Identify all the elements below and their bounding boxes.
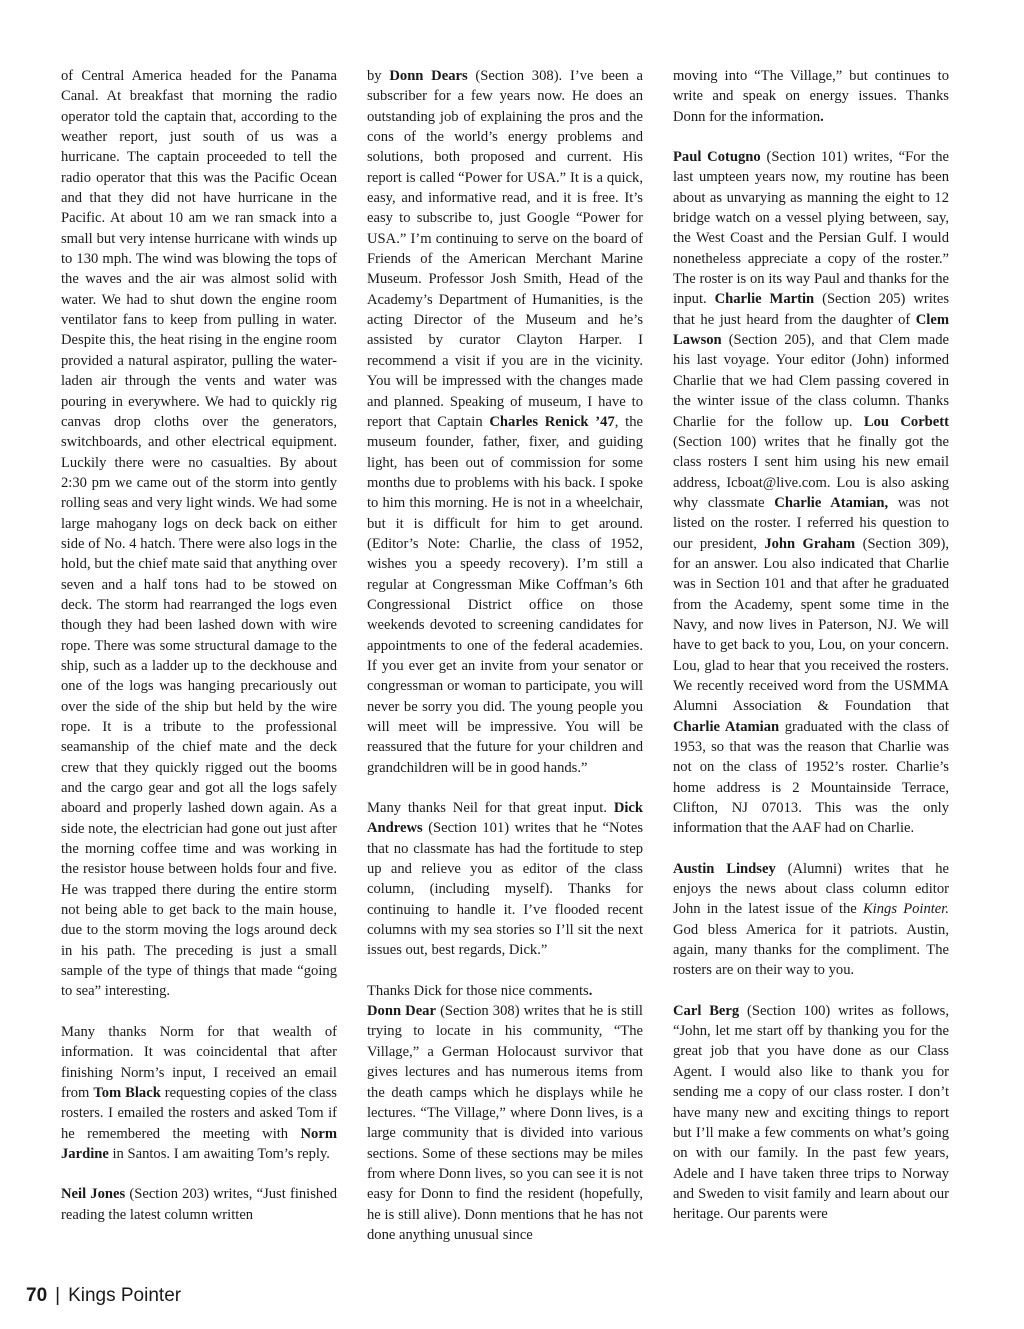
name-austin-lindsey: Austin Lindsey (673, 860, 776, 877)
paragraph-donn-dear-village: Thanks Dick for those nice comments. Donn Dear (Section 308) writes that he is still trying to locate in his community, “The Village,” a German Holocaust survivor that gives lectures and has numerous items from the death camps which he displays while he lectures. “The Village,” where Donn lives, is a large community that is divided into various sections. Some of these sections may be miles from where Donn lives, so you can see it is not easy for Donn to find the resident (hopefully, he is still alive). Donn mentions that he has not done anything unusual since (367, 982, 643, 1243)
column-1 (61, 66, 337, 1225)
paragraph-donn-continues: moving into “The Village,” but continues to write and speak on energy issues. Thanks Donn for the information. (673, 68, 949, 125)
magazine-name: Kings Pointer (68, 1285, 182, 1306)
name-lou-corbett: Lou Corbett (863, 413, 949, 430)
paragraph-carl-berg: Carl Berg (Section 100) writes as follows, “John, let me start off by thanking you for the great job that you have done as our Class Agent. I would also like to thank you for sending me a copy of our class roster. I don’t have many new and exciting things to report but I’ll make a few comments on what’s going on with our family. In the past few years, Adele and I have taken three trips to Norway and Sweden to visit family and learn about our heritage. Our parents were (673, 1002, 949, 1223)
paragraph-austin-lindsey: Austin Lindsey (Alumni) writes that he enjoys the news about class column editor John in the latest issue of the Kings Pointer. God bless America for it patriots. Austin, again, many thanks for the compliment. The rosters are on their way to you. (673, 860, 949, 979)
paragraph-tom-black: Many thanks Norm for that wealth of information. It was coincidental that after finishing Norm’s input, I received an email from Tom Black requesting copies of the class rosters. I emailed the rosters and asked Tom if he remembered the meeting with Norm Jardine in Santos. I am awaiting Tom’s reply. (61, 1023, 337, 1162)
paragraph-neil-jones: Neil Jones (Section 203) writes, “Just finished reading the latest column written (61, 1186, 337, 1223)
name-charlie-martin: Charlie Martin (714, 291, 815, 308)
name-tom-black: Tom Black (93, 1084, 161, 1101)
name-dick-andrews: Dick Andrews (367, 800, 643, 837)
page-footer (26, 1285, 181, 1307)
column-3 (673, 66, 949, 1225)
paragraph-hurricane-story: of Central America headed for the Panama Canal. At breakfast that morning the radio operator told the captain that, according to the weather report, just south of us was a hurricane. The captain proceeded to tell the radio operator that this was the Pacific Ocean and that they did not have hurricane in the Pacific. At about 10 am we ran smack into a small but very intense hurricane with winds up to 130 mph. The wind was blowing the tops of the waves and the air was almost solid with water. We had to shut down the engine room ventilator fans to keep from pulling in water. Despite this, the heat rising in the engine room provided a natural aspirator, pulling the water-laden air through the vents and water was pouring in everywhere. We had to quickly rig canvas drop cloths over the generators, switchboards, and other electrical equipment. Luckily there were no casualties. By about 2:30 pm we came out of the storm into gently rolling seas and very light winds. We had some large mahogany logs on deck back on either side of No. 4 hatch. There were also logs in the hold, but the chief mate said that anything over seven and a half tons had to be stowed on deck. The storm had rearranged the logs even though they had been lashed down with wire rope. There was some structural damage to the ship, such as a ladder up to the deckhouse and one of the logs was hanging precariously out over the side of the ship but held by the wire rope. It is a tribute to the professional seamanship of the chief mate and the deck crew that they quickly rigged out the booms and the cargo gear and got all the logs safely aboard and properly lashed down again. As a side note, the electrician had gone out just after the morning coffee time and was working in the resistor house between holds four and five. He was trapped there during the entire storm not being able to get back to the main house, due to the storm moving the logs around deck in his path. The preceding is just a small sample of the type of things that made “going to sea” interesting. (61, 68, 337, 1000)
name-charlie-atamian-2: Charlie Atamian (673, 718, 780, 735)
name-clem-lawson: Clem Lawson (673, 311, 949, 349)
name-neil-jones: Neil Jones (61, 1186, 126, 1203)
name-donn-dear: Donn Dear (367, 1003, 436, 1020)
name-john-graham: John Graham (764, 535, 856, 552)
name-norm-jardine: Norm Jardine (61, 1125, 337, 1162)
name-charles-renick: Charles Renick ’47 (489, 413, 615, 430)
magazine-title-italic: Kings Pointer. (862, 901, 949, 918)
paragraph-paul-cotugno: Paul Cotugno (Section 101) writes, “For the last umpteen years now, my routine has been about as unvarying as manning the eight to 12 bridge watch on a vessel plying between, say, the West Coast and the Persian Gulf. I would nonetheless appreciate a copy of the roster.” The roster is on its way Paul and thanks for the input. Charlie Martin (Section 205) writes that he just heard from the daughter of Clem Lawson (Section 205), and that Clem made his last voyage. Your editor (John) informed Charlie that we had Clem passing covered in the winter issue of the class column. Thanks Charlie for the follow up. Lou Corbett (Section 100) writes that he finally got the class rosters I sent him using his new email address, Icboat@live.com. Lou is also asking why classmate Charlie Atamian, was not listed on the roster. I referred his question to our president, John Graham (Section 309), for an answer. Lou also indicated that Charlie was in Section 101 and that after he graduated from the Academy, spent some time in the Navy, and now lives in Paterson, NJ. We will have to get back to you, Lou, on your concern. Lou, glad to hear that you received the rosters. We recently received word from the USMMA Alumni Association & Foundation that Charlie Atamian graduated with the class of 1953, so that was the reason that Charlie was not on the class of 1952’s roster. Charlie’s home address is 2 Mountainside Terrace, Clifton, NJ 07013. This was the only information that the AAF had on Charlie. (673, 149, 950, 837)
footer-separator: | (55, 1285, 61, 1306)
name-carl-berg: Carl Berg (673, 1002, 740, 1019)
name-charlie-atamian: Charlie Atamian, (774, 494, 889, 511)
paragraph-dick-andrews: Many thanks Neil for that great input. Dick Andrews (Section 101) writes that he “Notes that no classmate has had the fortitude to step up and relieve you as editor of the class column, (including myself). Thanks for continuing to handle it. I’ve flooded recent columns with my sea stories so I’ll sit the next issues out, best regards, Dick.” (367, 800, 643, 959)
page-number: 70 (26, 1285, 48, 1306)
paragraph-donn-dears-report: by Donn Dears (Section 308). I’ve been a subscriber for a few years now. He does an outstanding job of explaining the pros and the cons of the world’s energy problems and solutions, both proposed and current. His report is called “Power for USA.” It is a quick, easy, and informative read, and it is free. It’s easy to subscribe to, just Google “Power for USA.” I’m continuing to serve on the board of Friends of the American Merchant Marine Museum. Professor Josh Smith, Head of the Academy’s Department of Humanities, is the acting Director of the Museum and he’s assisted by curator Clayton Harper. I recommend a visit if you are in the vicinity. You will be impressed with the changes made and planned. Speaking of museum, I have to report that Captain Charles Renick ’47, the museum founder, father, fixer, and guiding light, has been out of commission for some months due to problems with his back. I spoke to him this morning. He is not in a wheelchair, but it is difficult for him to get around. (Editor’s Note: Charlie, the class of 1952, wishes you a speedy recovery). I’m still a regular at Congressman Mike Coffman’s 6th Congressional District office on those weekends devoted to screening candidates for appointments to one of the federal academies. If you ever get an invite from your senator or congressman or woman to participate, you will never be sorry you did. The young people you will meet will be impressive. You will be reassured that the future for your children and grandchildren will be in good hands.” (367, 68, 643, 776)
name-paul-cotugno: Paul Cotugno (673, 149, 761, 166)
column-2 (367, 66, 643, 1245)
name-donn-dears: Donn Dears (389, 68, 468, 84)
